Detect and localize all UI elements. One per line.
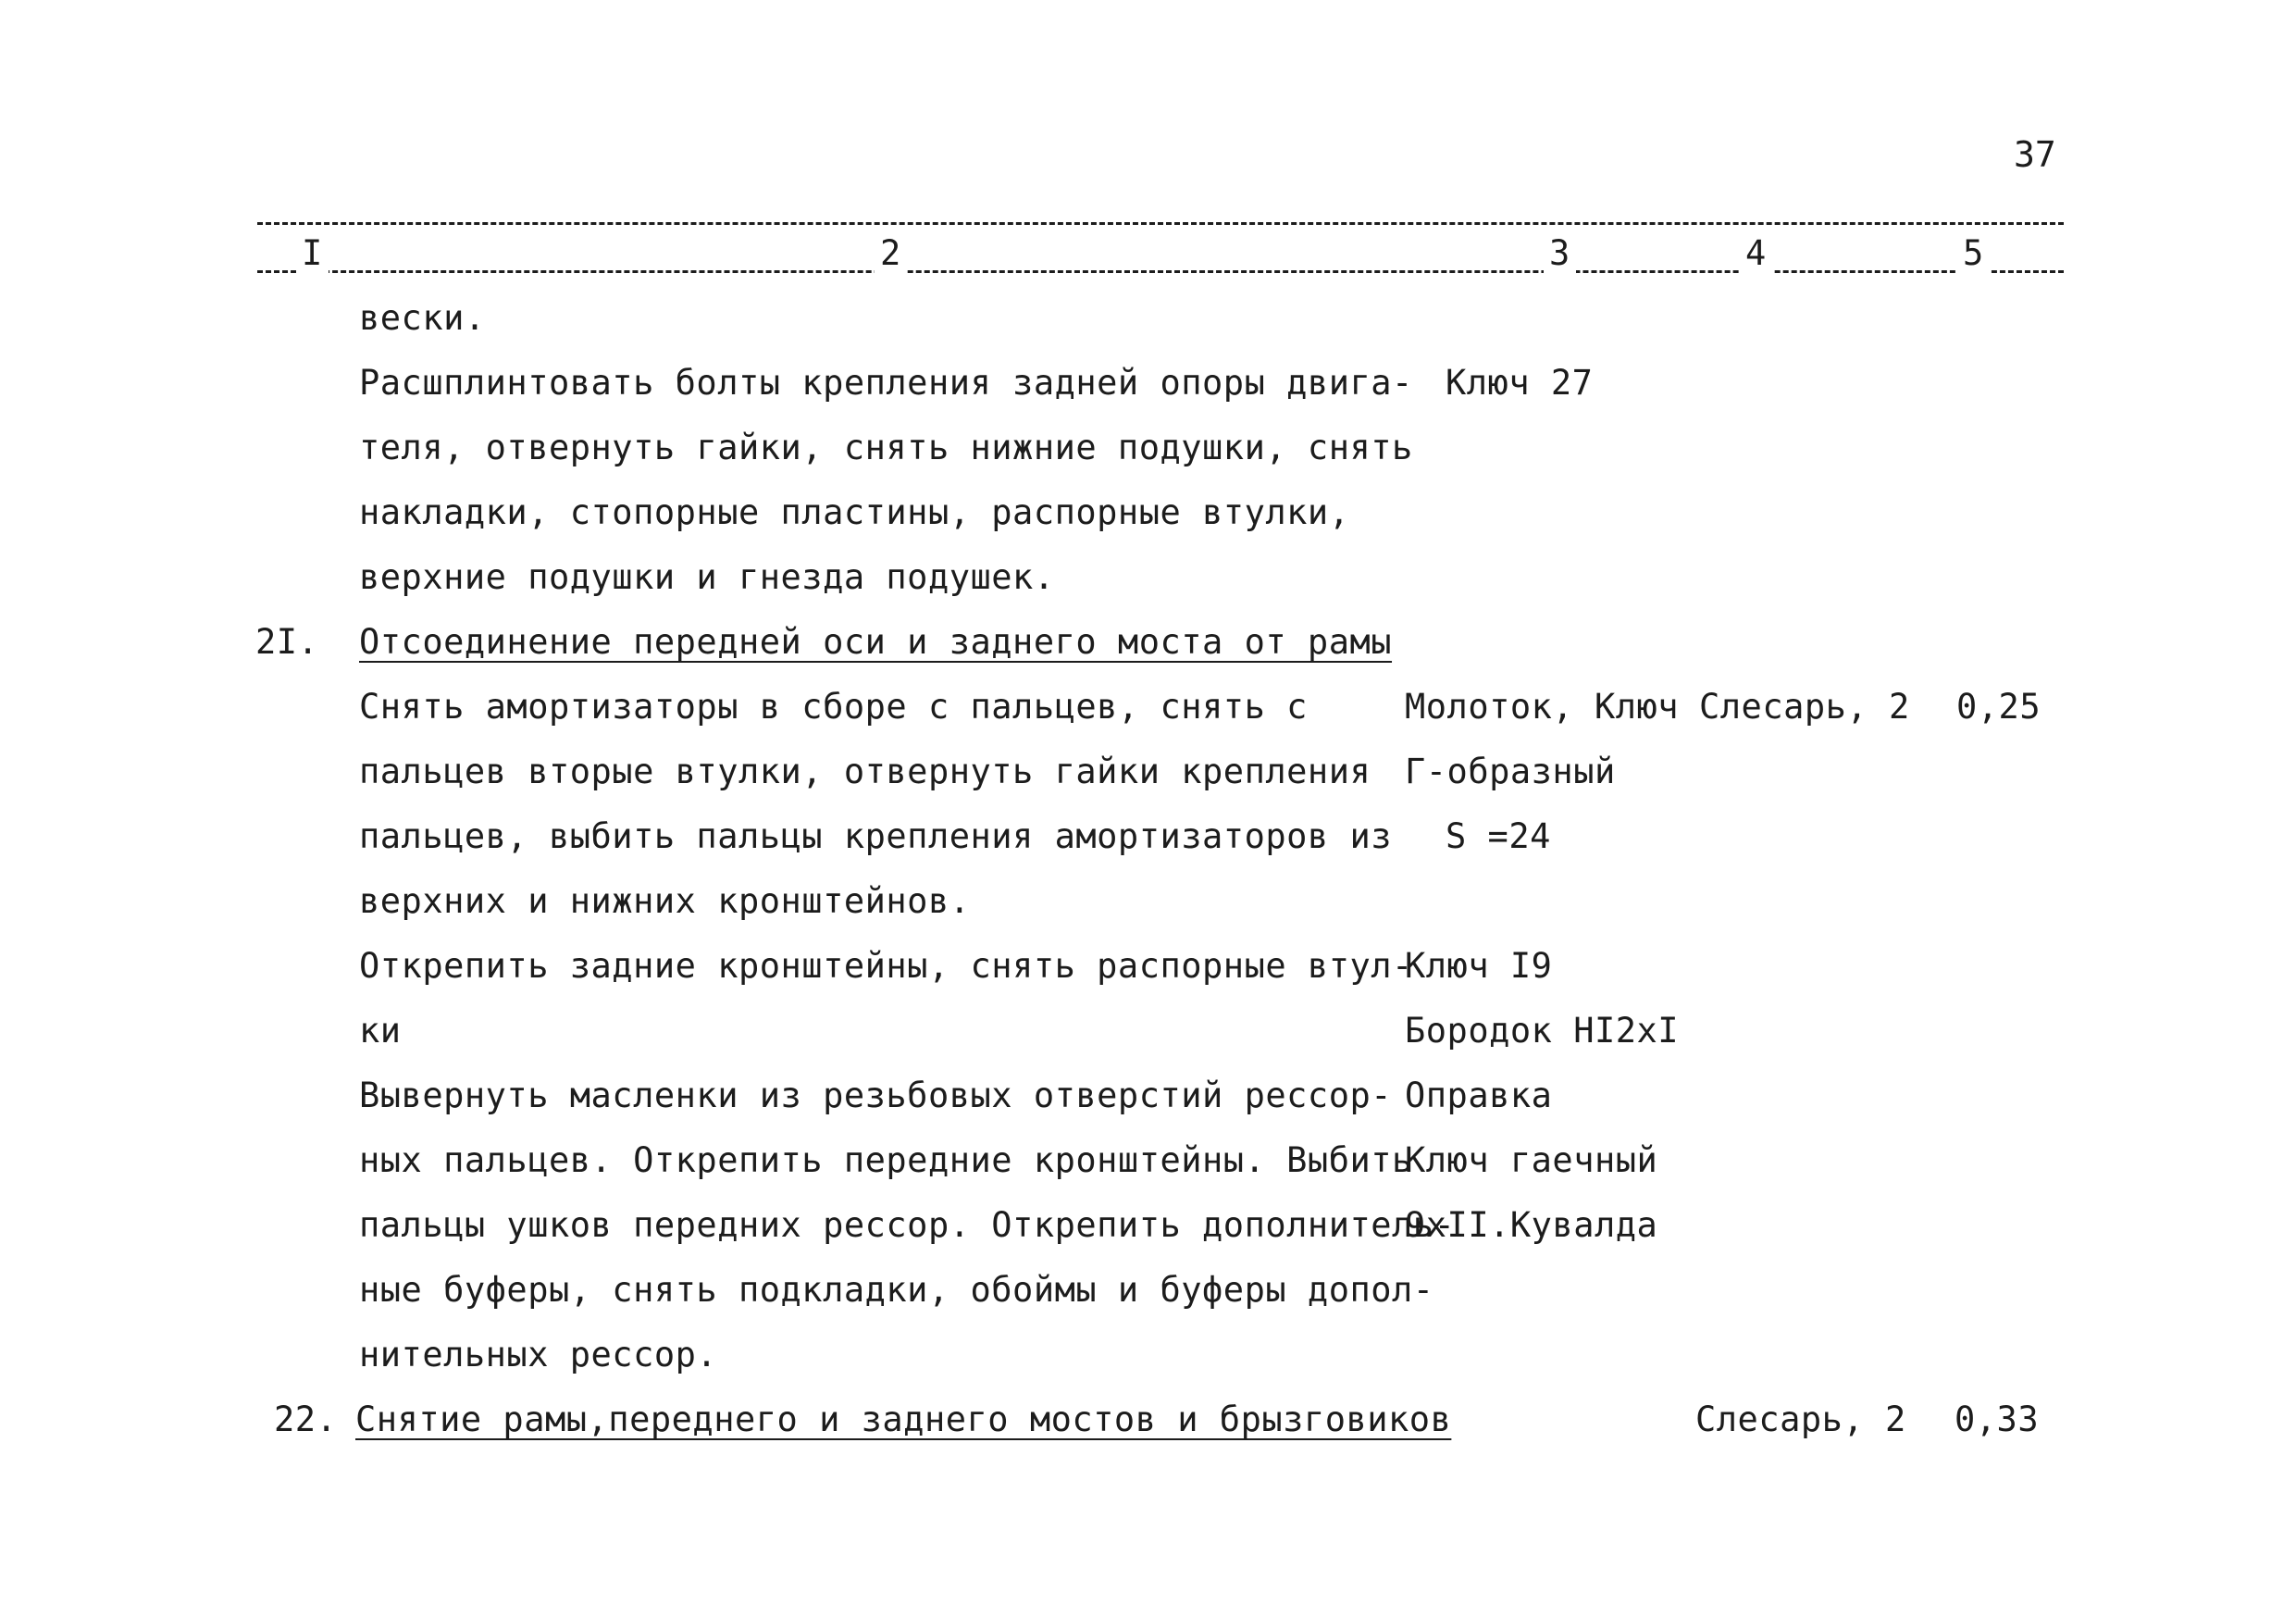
header-bottom-rule xyxy=(257,270,2064,273)
column-header-1: I xyxy=(296,233,329,274)
text-line: Вывернуть масленки из резьбовых отверстий рессор- xyxy=(359,1076,1393,1115)
tool-cell: Ключ 27 xyxy=(1446,363,1594,403)
section-number: 2I. xyxy=(255,622,319,662)
column-header-5: 5 xyxy=(1957,233,1990,274)
text-line: ки xyxy=(359,1011,402,1051)
section-title: Снятие рамы,переднего и заднего мостов и брызговиков xyxy=(355,1399,1452,1439)
text-line: ные буферы, снять подкладки, обоймы и буферы допол- xyxy=(359,1270,1434,1310)
text-line: вески. xyxy=(359,298,486,338)
text-line: Открепить задние кронштейны, снять распорные втул- xyxy=(359,946,1413,986)
tool-cell: Молоток, Ключ xyxy=(1405,687,1680,727)
section-number: 22. xyxy=(274,1399,338,1439)
text-line: верхних и нижних кронштейнов. xyxy=(359,881,971,921)
text-line: Расшплинтовать болты крепления задней опоры двига- xyxy=(359,363,1413,403)
text-line: пальцев, выбить пальцы крепления амортизаторов из xyxy=(359,816,1393,856)
text-line: пальцев вторые втулки, отвернуть гайки крепления xyxy=(359,752,1371,791)
text-line: накладки, стопорные пластины, распорные втулки, xyxy=(359,492,1350,532)
worker-cell: Слесарь, 2 xyxy=(1699,687,1910,727)
tool-cell: Оправка xyxy=(1405,1076,1553,1115)
tool-cell: Бородок НI2xI xyxy=(1405,1011,1680,1051)
column-header-3: 3 xyxy=(1544,233,1576,274)
text-line: верхние подушки и гнезда подушек. xyxy=(359,557,1055,597)
tool-cell: S =24 xyxy=(1446,816,1551,856)
tool-cell: Ключ гаечный xyxy=(1405,1140,1658,1180)
tool-cell: 9xII.Кувалда xyxy=(1405,1205,1658,1245)
text-line: пальцы ушков передних рессор. Открепить дополнитель- xyxy=(359,1205,1456,1245)
time-cell: 0,33 xyxy=(1955,1399,2040,1439)
column-header-4: 4 xyxy=(1740,233,1772,274)
column-header-2: 2 xyxy=(875,233,907,274)
text-line: Снять амортизаторы в сборе с пальцев, снять с xyxy=(359,687,1308,727)
text-line: нительных рессор. xyxy=(359,1335,718,1374)
section-title: Отсоединение передней оси и заднего моста от рамы xyxy=(359,622,1393,662)
text-line: ных пальцев. Открепить передние кронштейны. Выбить xyxy=(359,1140,1413,1180)
tool-cell: Ключ I9 xyxy=(1405,946,1553,986)
worker-cell: Слесарь, 2 xyxy=(1695,1399,1906,1439)
text-line: теля, отвернуть гайки, снять нижние подушки, снять xyxy=(359,428,1413,467)
page-number: 37 xyxy=(2014,134,2056,175)
tool-cell: Г-образный xyxy=(1405,752,1616,791)
header-top-rule xyxy=(257,222,2064,225)
time-cell: 0,25 xyxy=(1956,687,2042,727)
